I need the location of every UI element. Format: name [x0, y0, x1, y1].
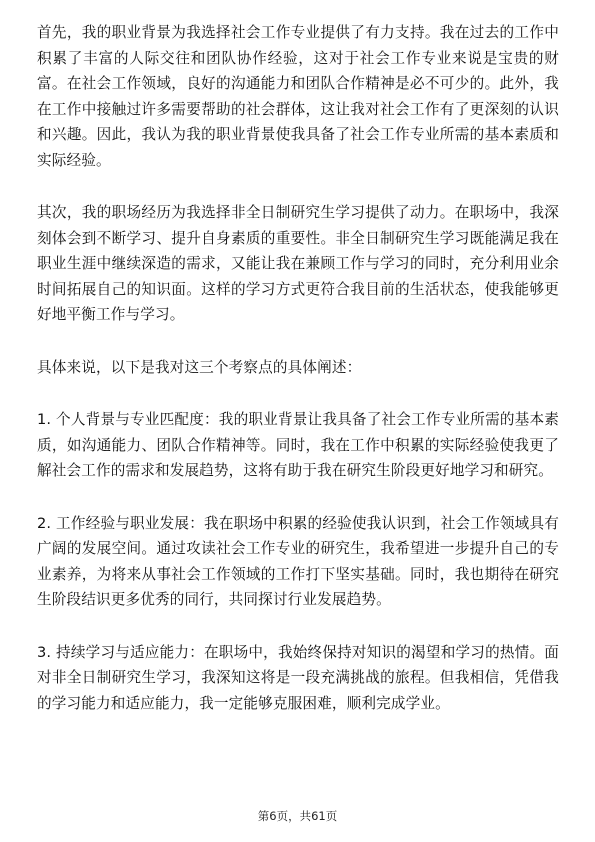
page-number-footer: 第6页，共61页 [257, 809, 338, 823]
paragraph-point-2: 2. 工作经验与职业发展：我在职场中积累的经验使我认识到，社会工作领域具有广阔的发展空间。通过攻读社会工作专业的研究生，我希望进一步提升自己的专业素养，为将来从事社会工作领域的工作打下坚实基础。同时，我也期待在研究生阶段结识更多优秀的同行，共同探讨行业发展趋势。 [37, 514, 559, 608]
paragraph-point-3: 3. 持续学习与适应能力：在职场中，我始终保持对知识的渴望和学习的热情。面对非全日制研究生学习，我深知这将是一段充满挑战的旅程。但我相信，凭借我的学习能力和适应能力，我一定能够克服困难，顺利完成学业。 [37, 643, 559, 712]
paragraph-intro-points: 具体来说，以下是我对这三个考察点的具体阐述： [37, 358, 362, 376]
document-body [37, 20, 559, 716]
paragraph-point-1: 1. 个人背景与专业匹配度：我的职业背景让我具备了社会工作专业所需的基本素质，如沟通能力、团队合作精神等。同时，我在工作中积累的实际经验使我更了解社会工作的需求和发展趋势，这将有助于我在研究生阶段更好地学习和研究。 [37, 411, 559, 479]
paragraph-career-background: 首先，我的职业背景为我选择社会工作专业提供了有力支持。我在过去的工作中积累了丰富的人际交往和团队协作经验，这对于社会工作专业来说是宝贵的财富。在社会工作领域，良好的沟通能力和团队合作精神是必不可少的。此外，我在工作中接触过许多需要帮助的社会群体，这让我对社会工作有了更深刻的认识和兴趣。因此，我认为我的职业背景使我具备了社会工作专业所需的基本素质和实际经验。 [37, 24, 559, 169]
paragraph-workplace-experience: 其次，我的职场经历为我选择非全日制研究生学习提供了动力。在职场中，我深刻体会到不断学习、提升自身素质的重要性。非全日制研究生学习既能满足我在职业生涯中继续深造的需求，又能让我在兼顾工作与学习的同时，充分利用业余时间拓展自己的知识面。这样的学习方式更符合我目前的生活状态，使我能够更好地平衡工作与学习。 [37, 204, 559, 323]
